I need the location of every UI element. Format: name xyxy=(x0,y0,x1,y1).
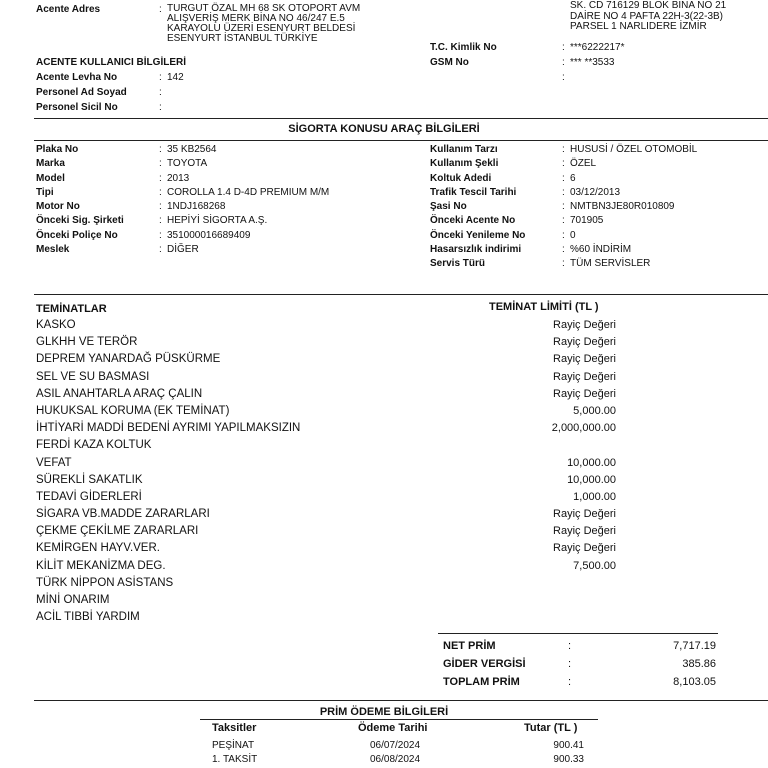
coverage-name: TÜRK NİPPON ASİSTANS xyxy=(36,576,174,589)
coverage-name: ACİL TIBBİ YARDIM xyxy=(36,611,140,624)
coverage-value xyxy=(470,609,616,626)
total-premium-value: 8,103.05 xyxy=(673,676,716,688)
coverage-value: 1,000.00 xyxy=(573,490,616,503)
vehicle-field-value: DİĞER xyxy=(167,244,199,256)
vehicle-field-label: Önceki Poliçe No xyxy=(36,229,118,241)
levha-colon: : xyxy=(159,72,162,83)
colon: : xyxy=(562,201,565,213)
vehicle-field-value: 701905 xyxy=(570,215,604,227)
vehicle-field-label: Kullanım Şekli xyxy=(430,158,499,170)
vehicle-field-value: 03/12/2013 xyxy=(570,186,621,198)
coverage-names xyxy=(36,317,300,626)
payment-section-title: PRİM ÖDEME BİLGİLERİ xyxy=(319,706,449,718)
customer-address-line: PARSEL 1 NARLIDERE İZMİR xyxy=(570,21,707,32)
colon: : xyxy=(562,244,565,256)
payment-date: 06/07/2024 xyxy=(370,740,421,751)
coverage-value: Rayiç Değeri xyxy=(553,353,616,366)
coverage-name: FERDİ KAZA KOLTUK xyxy=(36,439,152,452)
colon: : xyxy=(159,172,162,184)
vehicle-field-value: 6 xyxy=(570,172,576,184)
payment-col-installment: Taksitler xyxy=(212,722,257,734)
customer-address-line: SK. CD 716129 BLOK BİNA NO 21 xyxy=(570,0,727,11)
vehicle-field-label: Koltuk Adedi xyxy=(430,172,492,184)
coverage-value: 7,500.00 xyxy=(573,559,616,572)
colon: : xyxy=(562,158,565,170)
vehicle-field-value: %60 İNDİRİM xyxy=(570,244,632,256)
gsm-value: *** **3533 xyxy=(570,57,615,68)
coverage-name: SEL VE SU BASMASI xyxy=(36,370,150,383)
tc-label: T.C. Kimlik No xyxy=(430,42,497,53)
coverage-header-left: TEMİNATLAR xyxy=(36,303,107,315)
vehicle-right-colons xyxy=(562,143,565,272)
agent-address-label: Acente Adres xyxy=(36,4,101,15)
gsm-label: GSM No xyxy=(430,57,469,68)
vehicle-field-label: Hasarsızlık indirimi xyxy=(430,244,522,256)
customer-address-line: DAİRE NO 4 PAFTA 22H-3(22-3B) xyxy=(570,10,724,22)
vehicle-field-label: Kullanım Tarzı xyxy=(430,144,498,155)
coverage-value: Rayiç Değeri xyxy=(553,336,616,349)
coverage-name: SÜREKLİ SAKATLIK xyxy=(36,473,143,486)
vehicle-field-value: COROLLA 1.4 D-4D PREMIUM M/M xyxy=(167,186,330,198)
agent-user-info-title: ACENTE KULLANICI BİLGİLERİ xyxy=(36,57,186,68)
payment-date: 06/08/2024 xyxy=(370,754,421,765)
coverage-value: 5,000.00 xyxy=(573,404,616,417)
coverage-name: KİLİT MEKANİZMA DEG. xyxy=(36,559,166,572)
premium-colons xyxy=(568,637,571,691)
colon: : xyxy=(562,229,565,241)
vehicle-field-value: HUSUSİ / ÖZEL OTOMOBİL xyxy=(570,144,698,155)
payment-installment: 1. TAKSİT xyxy=(212,754,258,765)
vehicle-field-value: TÜM SERVİSLER xyxy=(570,258,651,270)
coverage-name: HUKUKSAL KORUMA (EK TEMİNAT) xyxy=(36,404,230,417)
divider xyxy=(200,719,598,720)
coverage-value xyxy=(470,437,616,454)
vehicle-field-label: Servis Türü xyxy=(430,258,486,270)
coverage-name: SİGARA VB.MADDE ZARARLARI xyxy=(36,508,210,521)
levha-label: Acente Levha No xyxy=(36,72,118,83)
vehicle-field-value: TOYOTA xyxy=(167,158,208,170)
vehicle-field-value: NMTBN3JE80R010809 xyxy=(570,201,675,213)
vehicle-field-value: 1NDJ168268 xyxy=(167,201,226,213)
colon: : xyxy=(562,172,565,184)
vehicle-field-value: 2013 xyxy=(167,172,190,184)
coverage-values xyxy=(470,317,616,626)
agent-address-line: KARAYOLU ÜZERİ ESENYURT BELDESİ xyxy=(167,23,356,34)
coverage-name: GLKHH VE TERÖR xyxy=(36,336,138,349)
gsm-colon: : xyxy=(562,57,565,68)
coverage-value: 10,000.00 xyxy=(567,456,616,469)
blank-colon: : xyxy=(562,72,565,83)
coverage-value: 2,000,000.00 xyxy=(551,422,616,435)
vehicle-field-label: Plaka No xyxy=(36,144,79,155)
divider xyxy=(34,294,768,295)
colon: : xyxy=(159,229,162,241)
net-premium-value: 7,717.19 xyxy=(673,640,716,652)
vehicle-field-label: Trafik Tescil Tarihi xyxy=(430,186,517,198)
colon: : xyxy=(159,201,162,213)
vehicle-field-label: Şasi No xyxy=(430,201,467,213)
payment-amount: 900.33 xyxy=(553,754,584,765)
coverage-value: Rayiç Değeri xyxy=(553,542,616,555)
colon: : xyxy=(562,186,565,198)
colon: : xyxy=(159,215,162,227)
coverage-header-right: TEMİNAT LİMİTİ (TL ) xyxy=(489,301,599,313)
divider xyxy=(34,118,768,119)
colon: : xyxy=(159,244,162,256)
coverage-name: MİNİ ONARIM xyxy=(36,594,110,606)
vehicle-left-values xyxy=(167,143,329,257)
agent-address-line: TURGUT ÖZAL MH 68 SK OTOPORT AVM xyxy=(167,3,361,14)
premium-labels xyxy=(443,637,526,691)
vehicle-left-colons xyxy=(159,143,162,257)
agent-address-colon: : xyxy=(159,4,162,15)
vehicle-right-values xyxy=(570,143,697,272)
coverage-name: ÇEKME ÇEKİLME ZARARLARI xyxy=(36,525,199,538)
colon: : xyxy=(568,676,572,688)
vehicle-field-value: ÖZEL xyxy=(570,158,597,170)
vehicle-field-label: Önceki Sig. Şirketi xyxy=(36,215,124,227)
agent-address-line: ESENYURT İSTANBUL TÜRKİYE xyxy=(167,33,318,44)
levha-value: 142 xyxy=(167,72,184,83)
agent-address-line: ALIŞVERİŞ MERK BİNA NO 46/247 E.5 xyxy=(167,13,345,24)
divider xyxy=(438,633,718,634)
coverage-name: İHTİYARİ MADDİ BEDENİ AYRIMI YAPILMAKSIZIN xyxy=(36,422,301,435)
coverage-value: Rayiç Değeri xyxy=(553,319,616,331)
vehicle-field-value: 0 xyxy=(570,229,576,241)
coverage-name: KASKO xyxy=(36,319,76,331)
colon: : xyxy=(568,640,572,652)
customer-address xyxy=(570,1,726,33)
payment-amount: 900.41 xyxy=(553,740,584,751)
payment-col-date: Ödeme Tarihi xyxy=(358,722,428,734)
vehicle-section-title: SİGORTA KONUSU ARAÇ BİLGİLERİ xyxy=(288,123,480,135)
colon: : xyxy=(568,658,572,670)
coverage-value xyxy=(470,575,616,592)
payment-installment: PEŞİNAT xyxy=(212,740,255,751)
coverage-value xyxy=(470,592,616,609)
vehicle-field-label: Motor No xyxy=(36,201,80,213)
vehicle-field-value: HEPİYİ SİGORTA A.Ş. xyxy=(167,215,268,227)
coverage-name: DEPREM YANARDAĞ PÜSKÜRME xyxy=(36,353,221,366)
coverage-value: Rayiç Değeri xyxy=(553,508,616,521)
colon: : xyxy=(562,144,565,155)
personel-name-label: Personel Ad Soyad xyxy=(36,87,127,98)
divider xyxy=(34,140,768,141)
colon: : xyxy=(562,258,565,270)
colon: : xyxy=(159,158,162,170)
vehicle-field-label: Tipi xyxy=(36,186,54,198)
personel-sicil-colon: : xyxy=(159,102,162,113)
agent-address xyxy=(167,4,360,44)
vehicle-field-label: Meslek xyxy=(36,244,70,256)
colon: : xyxy=(562,215,565,227)
personel-sicil-label: Personel Sicil No xyxy=(36,102,118,113)
coverage-value: Rayiç Değeri xyxy=(553,387,616,400)
payment-col-amount: Tutar (TL ) xyxy=(524,722,578,734)
premium-values xyxy=(620,637,716,691)
tax-label: GİDER VERGİSİ xyxy=(443,658,526,670)
colon: : xyxy=(159,186,162,198)
coverage-value: 10,000.00 xyxy=(567,473,616,486)
coverage-name: ASIL ANAHTARLA ARAÇ ÇALIN xyxy=(36,387,203,400)
vehicle-field-value: 35 KB2564 xyxy=(167,144,217,155)
vehicle-field-label: Marka xyxy=(36,158,65,170)
coverage-name: VEFAT xyxy=(36,456,72,469)
coverage-name: TEDAVİ GİDERLERİ xyxy=(36,490,142,503)
vehicle-left-labels xyxy=(36,143,124,257)
vehicle-field-label: Önceki Yenileme No xyxy=(430,229,526,241)
vehicle-field-label: Önceki Acente No xyxy=(430,215,516,227)
vehicle-field-label: Model xyxy=(36,172,65,184)
coverage-value: Rayiç Değeri xyxy=(553,525,616,538)
personel-name-colon: : xyxy=(159,87,162,98)
vehicle-field-value: 351000016689409 xyxy=(167,229,251,241)
coverage-value: Rayiç Değeri xyxy=(553,370,616,383)
divider xyxy=(34,700,768,701)
colon: : xyxy=(159,144,162,155)
tax-value: 385.86 xyxy=(682,658,716,670)
total-premium-label: TOPLAM PRİM xyxy=(443,676,520,688)
tc-value: ***6222217* xyxy=(570,42,625,53)
vehicle-right-labels xyxy=(430,143,525,272)
net-premium-label: NET PRİM xyxy=(443,640,496,652)
coverage-name: KEMİRGEN HAYV.VER. xyxy=(36,542,160,555)
tc-colon: : xyxy=(562,42,565,53)
